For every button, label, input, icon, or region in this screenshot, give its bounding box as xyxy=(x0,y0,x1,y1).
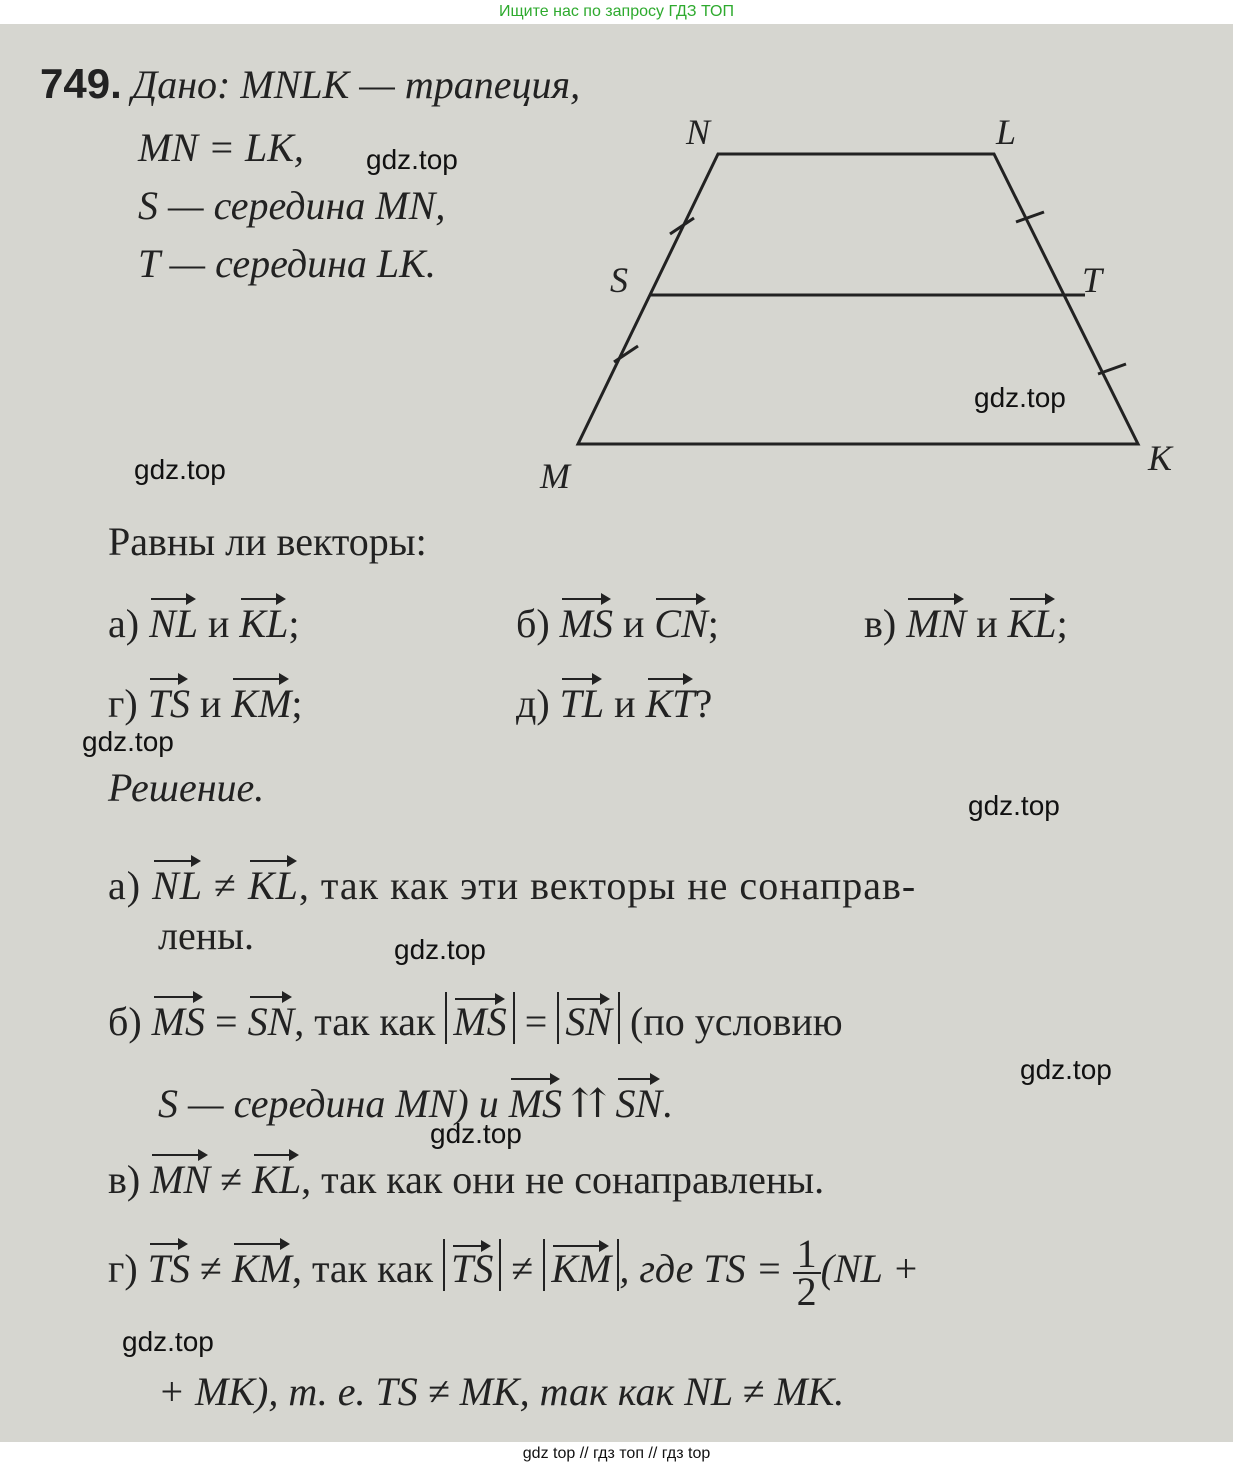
solution-a-line2: лены. xyxy=(158,913,254,958)
label-l: L xyxy=(996,112,1017,152)
textbook-page xyxy=(0,24,1233,1442)
given-line1: : MNLK — трапеция, xyxy=(217,62,581,107)
label-t: T xyxy=(1082,260,1103,300)
tick-lk-upper xyxy=(1016,212,1044,222)
watermark: gdz.top xyxy=(430,1118,522,1149)
problem-number: 749. xyxy=(40,60,122,107)
solution-d-line1: г) TS ≠ KM, так как TS ≠ KM , где TS = $\frac{1}{2}$ (NL + xyxy=(108,1231,920,1314)
watermark: gdz.top xyxy=(394,934,486,965)
watermark: gdz.top xyxy=(134,454,226,485)
vector-kl: KL xyxy=(239,592,288,648)
top-banner: Ищите нас по запросу ГДЗ ТОП xyxy=(499,3,734,20)
label-k: K xyxy=(1148,438,1173,478)
vector-ms: MS xyxy=(560,592,613,648)
solution-d-line2: + MK), т. е. TS ≠ MK, так как NL ≠ MK. xyxy=(158,1369,845,1414)
solution-a-line1: а) NL ≠ KL, так как эти векторы не сонаправ- xyxy=(108,854,916,910)
vector-nl: NL xyxy=(149,592,198,648)
bottom-banner: gdz top // гдз топ // гдз top xyxy=(522,1445,711,1462)
watermark: gdz.top xyxy=(968,790,1060,821)
vector-mn: MN xyxy=(906,592,966,648)
problem-statement-line1 xyxy=(40,60,580,109)
question-text: Равны ли векторы: xyxy=(108,519,427,564)
solution-heading: Решение. xyxy=(108,765,265,810)
tick-mn-lower xyxy=(614,346,638,362)
watermark: gdz.top xyxy=(82,726,174,757)
watermark: gdz.top xyxy=(1020,1054,1112,1085)
fraction-one-half: $\frac{1}{2}$ xyxy=(793,1236,821,1310)
watermark: gdz.top xyxy=(974,382,1066,413)
vector-km: KM xyxy=(231,672,291,728)
question-item-c: в) MN и KL; xyxy=(864,592,1068,648)
question-item-a: а) NL и KL; xyxy=(108,592,299,648)
label-m: M xyxy=(540,456,570,496)
label-s: S xyxy=(610,260,628,300)
solution-c-line: в) MN ≠ KL, так как они не сонаправлены. xyxy=(108,1148,824,1204)
vector-kl: KL xyxy=(1008,592,1057,648)
given-line3: S — середина MN, xyxy=(138,183,446,228)
given-line2: MN = LK, xyxy=(138,125,304,170)
watermark: gdz.top xyxy=(122,1326,214,1357)
given-label: Дано xyxy=(131,62,218,107)
question-item-e: д) TL и KT? xyxy=(516,672,712,728)
watermark: gdz.top xyxy=(366,144,458,175)
solution-b-line2: S — середина MN) и MS ⇈ SN. xyxy=(158,1072,672,1128)
question-item-d: г) TS и KM; xyxy=(108,672,303,728)
vector-ts: TS xyxy=(148,672,190,728)
label-n: N xyxy=(686,112,711,152)
trapezoid-figure xyxy=(520,104,1220,524)
vector-tl: TL xyxy=(560,672,605,728)
solution-b-line1: б) MS = SN, так как MS = SN (по условию xyxy=(108,990,843,1046)
question-item-b: б) MS и CN; xyxy=(516,592,719,648)
vector-cn: CN xyxy=(654,592,707,648)
given-line4: T — середина LK. xyxy=(138,241,436,286)
vector-kt: KT xyxy=(646,672,695,728)
